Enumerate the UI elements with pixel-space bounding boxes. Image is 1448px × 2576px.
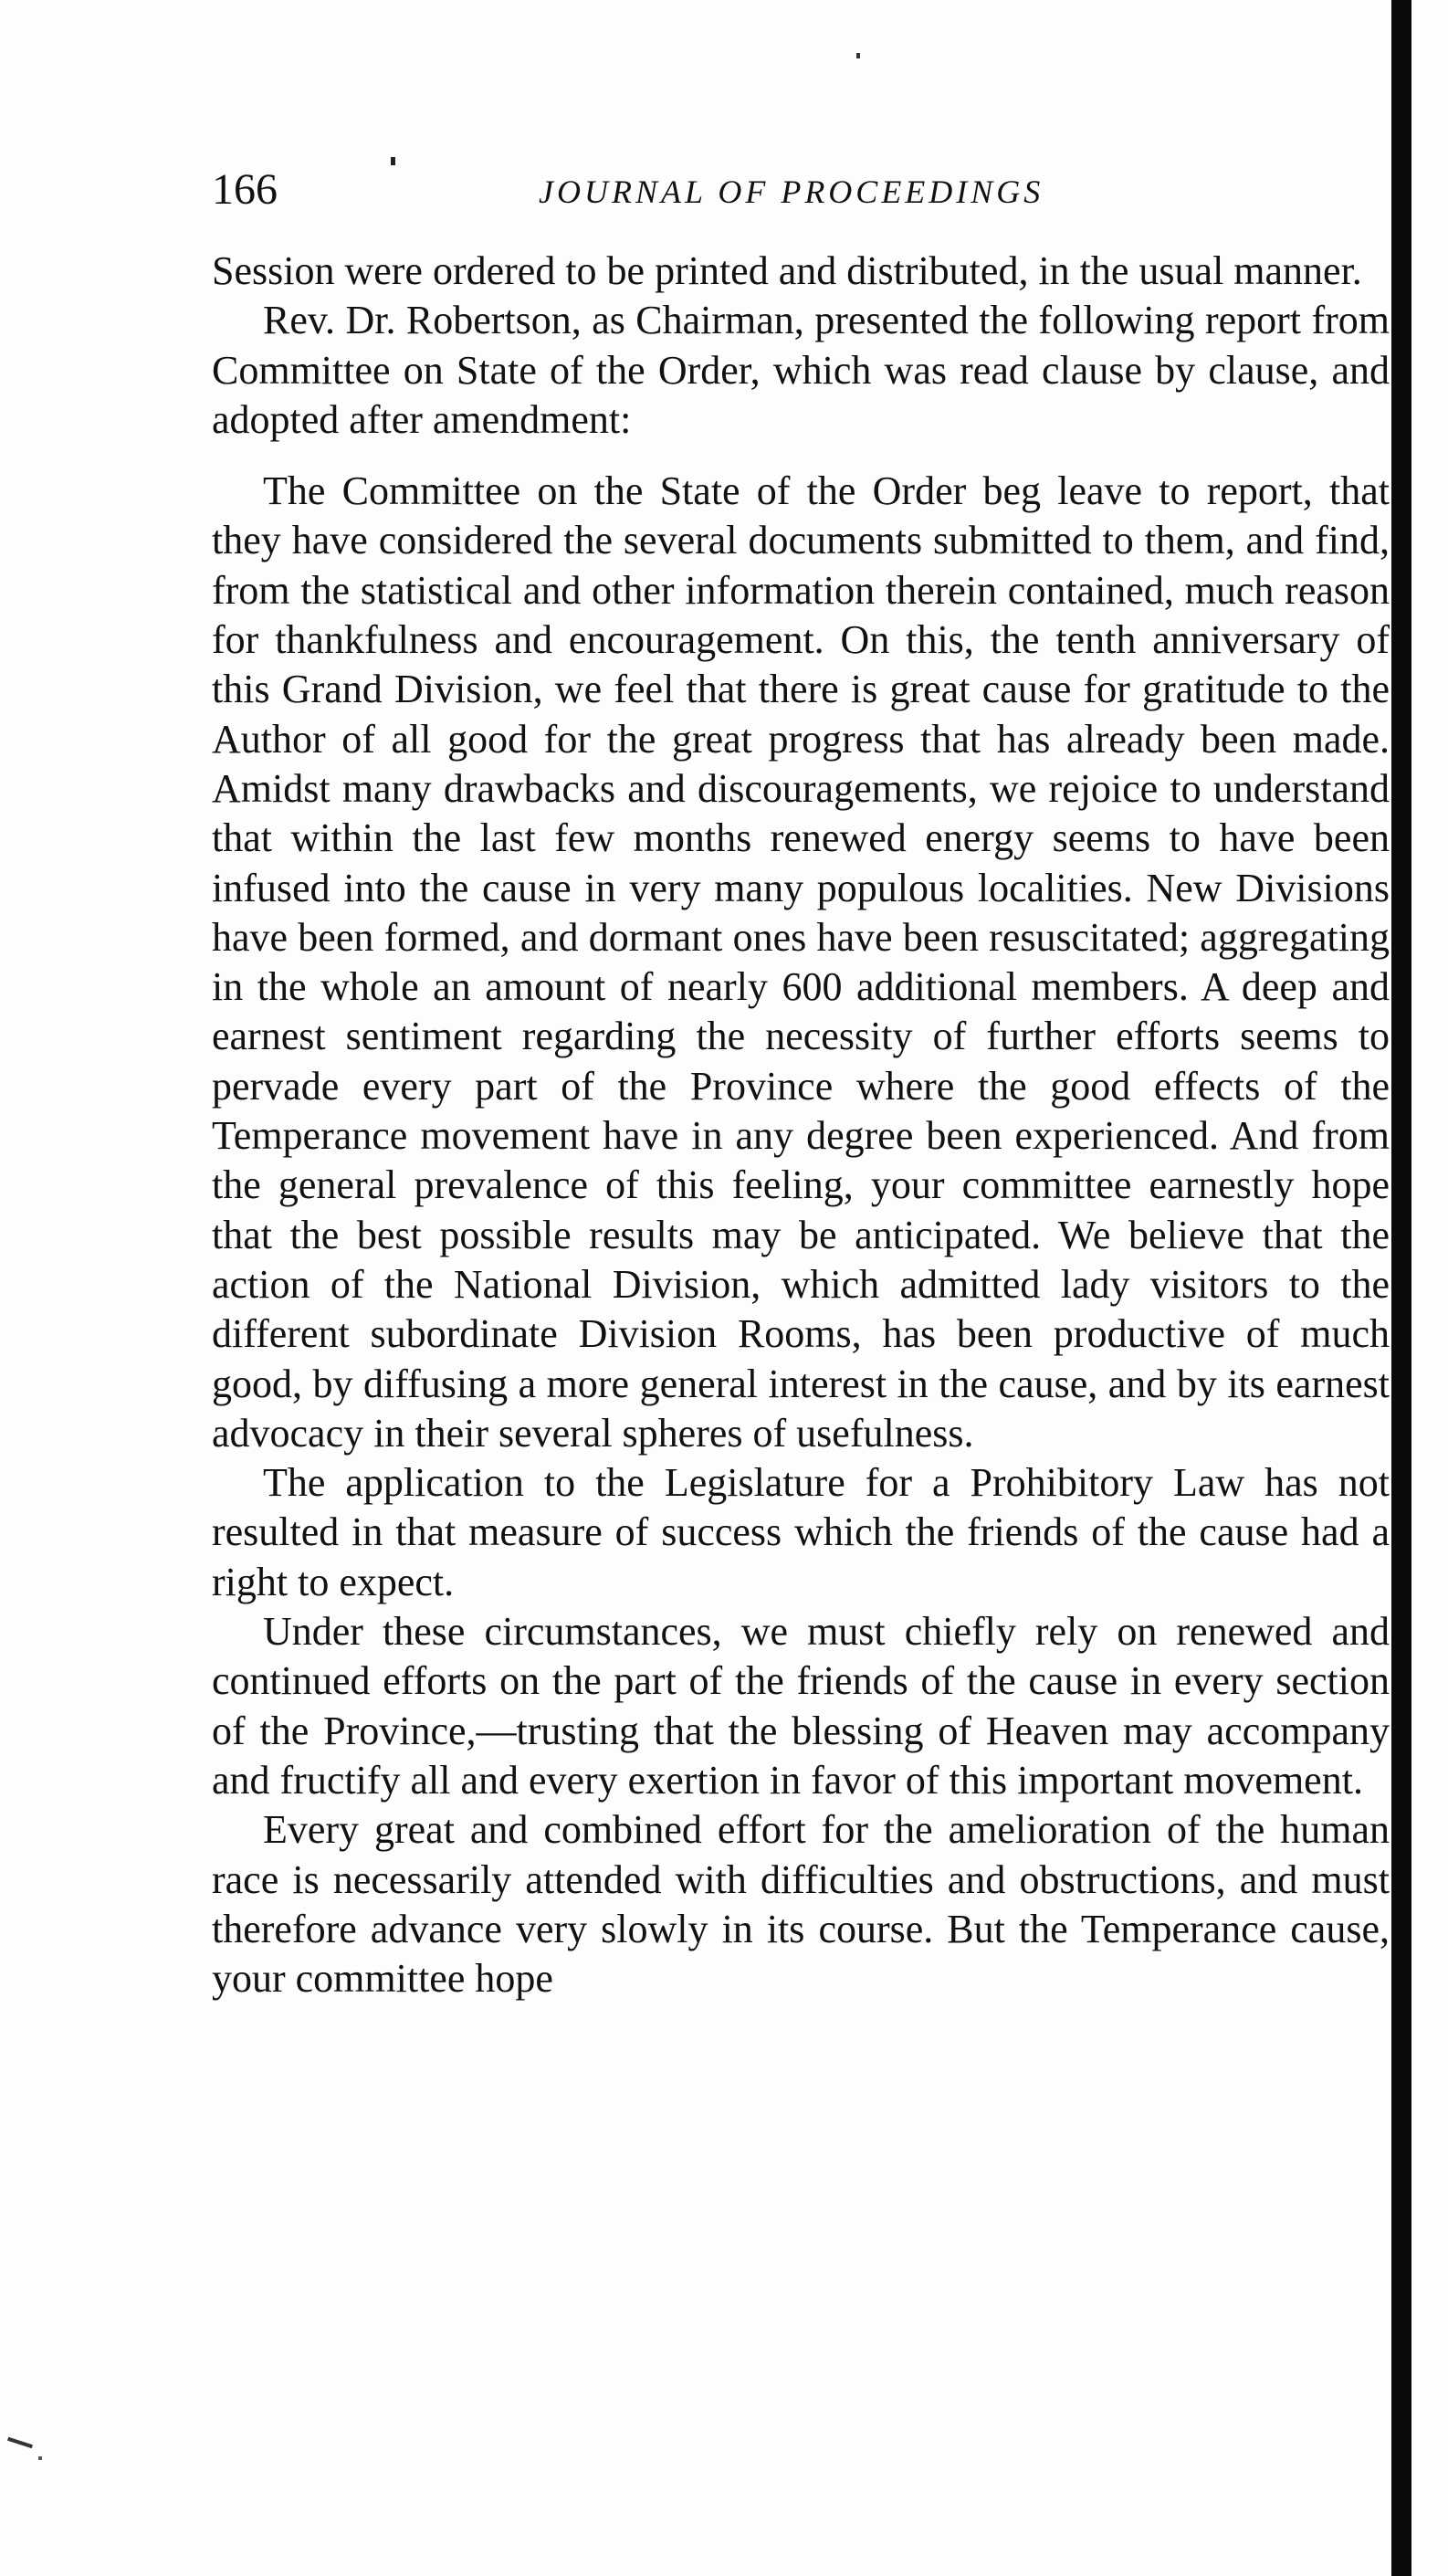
stray-mark xyxy=(7,2437,33,2448)
body-text xyxy=(212,247,1390,2003)
page-edge-shadow xyxy=(1391,0,1411,2576)
paragraph-continuation: Session were ordered to be printed and distributed, in the usual manner. xyxy=(212,248,1362,293)
speck-mark xyxy=(856,53,860,58)
page-number: 166 xyxy=(212,165,278,214)
paragraph-report-intro: Rev. Dr. Robertson, as Chairman, presented the following report from Committee on State of the Order, which was read clause by clause, and adopted after amendment: xyxy=(212,298,1390,442)
paragraph-legislature: The application to the Legislature for a Prohibitory Law has not resulted in that measure of success which the friends of the cause had a right to expect. xyxy=(212,1460,1390,1604)
page-header xyxy=(212,163,1399,217)
paragraph-circumstances: Under these circumstances, we must chiefly rely on renewed and continued efforts on the part of the friends of the cause in every section of the Province,—trusting that the blessing of Heaven may accompany and fructify all and every exertion in favor of this important movement. xyxy=(212,1609,1390,1803)
paragraph-report-body: The Committee on the State of the Order beg leave to report, that they have considered the several documents submitted to them, and find, from the statistical and other information therein contained, much reason for thankfulness and encouragement. On this, the tenth anniversary of this Grand Division, we feel that there is great cause for gratitude to the Author of all good for the great progress that has already been made. Amidst many drawbacks and discouragements, we rejoice to understand that within the last few months renewed energy seems to have been infused into the cause in very many populous localities. New Divisions have been formed, and dormant ones have been resuscitated; aggregating in the whole an amount of nearly 600 additional members. A deep and earnest sentiment regarding the necessity of further efforts seems to pervade every part of the Province where the good effects of the Temperance movement have in any degree been experienced. And from the general prevalence of this feeling, your committee earnestly hope that the best possible results may be anticipated. We believe that the action of the National Division, which admitted lady visitors to the different subordinate Division Rooms, has been productive of much good, by diffusing a more general interest in the cause, and by its earnest advocacy in their several spheres of usefulness. xyxy=(212,468,1390,1456)
running-head: JOURNAL OF PROCEEDINGS xyxy=(539,173,1044,210)
speck-mark xyxy=(38,2456,42,2460)
paragraph-great-effort: Every great and combined effort for the amelioration of the human race is necessarily attended with difficulties and obstructions, and must therefore advance very slowly in its course. But the Temperance cause, your committee hope xyxy=(212,1807,1390,2002)
